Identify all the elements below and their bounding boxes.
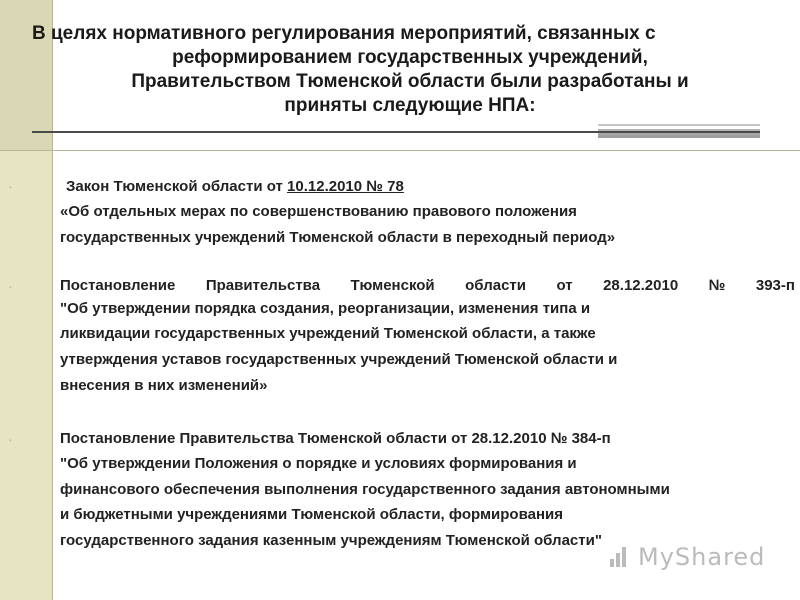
item-2-line-2: ликвидации государственных учреждений Тюменской области, а также <box>60 325 596 342</box>
item-2-heading <box>60 276 795 296</box>
list-bullet: • <box>9 183 12 192</box>
title-line-3: Правительством Тюменской области были разработаны и <box>131 71 689 92</box>
item-1-line-1: «Об отдельных мерах по совершенствованию правового положения <box>60 203 577 220</box>
title-line-1: В целях нормативного регулирования мероприятий, связанных с <box>32 23 656 44</box>
item-2-heading-word: области <box>465 277 526 294</box>
title-line-4: приняты следующие НПА: <box>284 95 536 116</box>
item-3-heading: Постановление Правительства Тюменской области от 28.12.2010 № 384-п <box>60 430 611 447</box>
item-1-heading-prefix: Закон Тюменской области от <box>66 178 288 195</box>
title-line-2: реформированием государственных учреждений, <box>172 47 648 68</box>
item-2-heading-word: от <box>556 277 573 294</box>
list-bullet: • <box>9 283 12 292</box>
item-2-heading-word: № <box>708 277 726 294</box>
item-2-heading-word: Постановление <box>60 277 176 294</box>
item-3-line-1: "Об утверждении Положения о порядке и условиях формирования и <box>60 455 577 472</box>
item-1-law-link[interactable]: 10.12.2010 № 78 <box>287 178 404 195</box>
item-2-heading-word: 28.12.2010 <box>603 277 679 294</box>
item-3-line-3: и бюджетными учреждениями Тюменской области, формирования <box>60 506 563 523</box>
list-bullet: • <box>9 436 12 445</box>
bar-chart-icon <box>610 545 632 569</box>
item-3-line-4: государственного задания казенным учреждениям Тюменской области" <box>60 532 602 549</box>
item-2-line-1: "Об утверждении порядка создания, реорганизации, изменения типа и <box>60 300 591 317</box>
watermark-text: MyShared <box>638 543 766 571</box>
item-1-heading <box>66 177 404 197</box>
item-2-line-3: утверждения уставов государственных учреждений Тюменской области и <box>60 351 618 368</box>
item-2-heading-word: Тюменской <box>350 277 435 294</box>
item-2-heading-word: Правительства <box>205 277 321 294</box>
item-3-line-2: финансового обеспечения выполнения государственного задания автономными <box>60 481 670 498</box>
watermark-logo <box>610 539 780 575</box>
item-2-heading-word: 393-п <box>755 277 795 294</box>
item-2-line-4: внесения в них изменений» <box>60 377 268 394</box>
item-1-line-2: государственных учреждений Тюменской области в переходный период» <box>60 229 616 246</box>
